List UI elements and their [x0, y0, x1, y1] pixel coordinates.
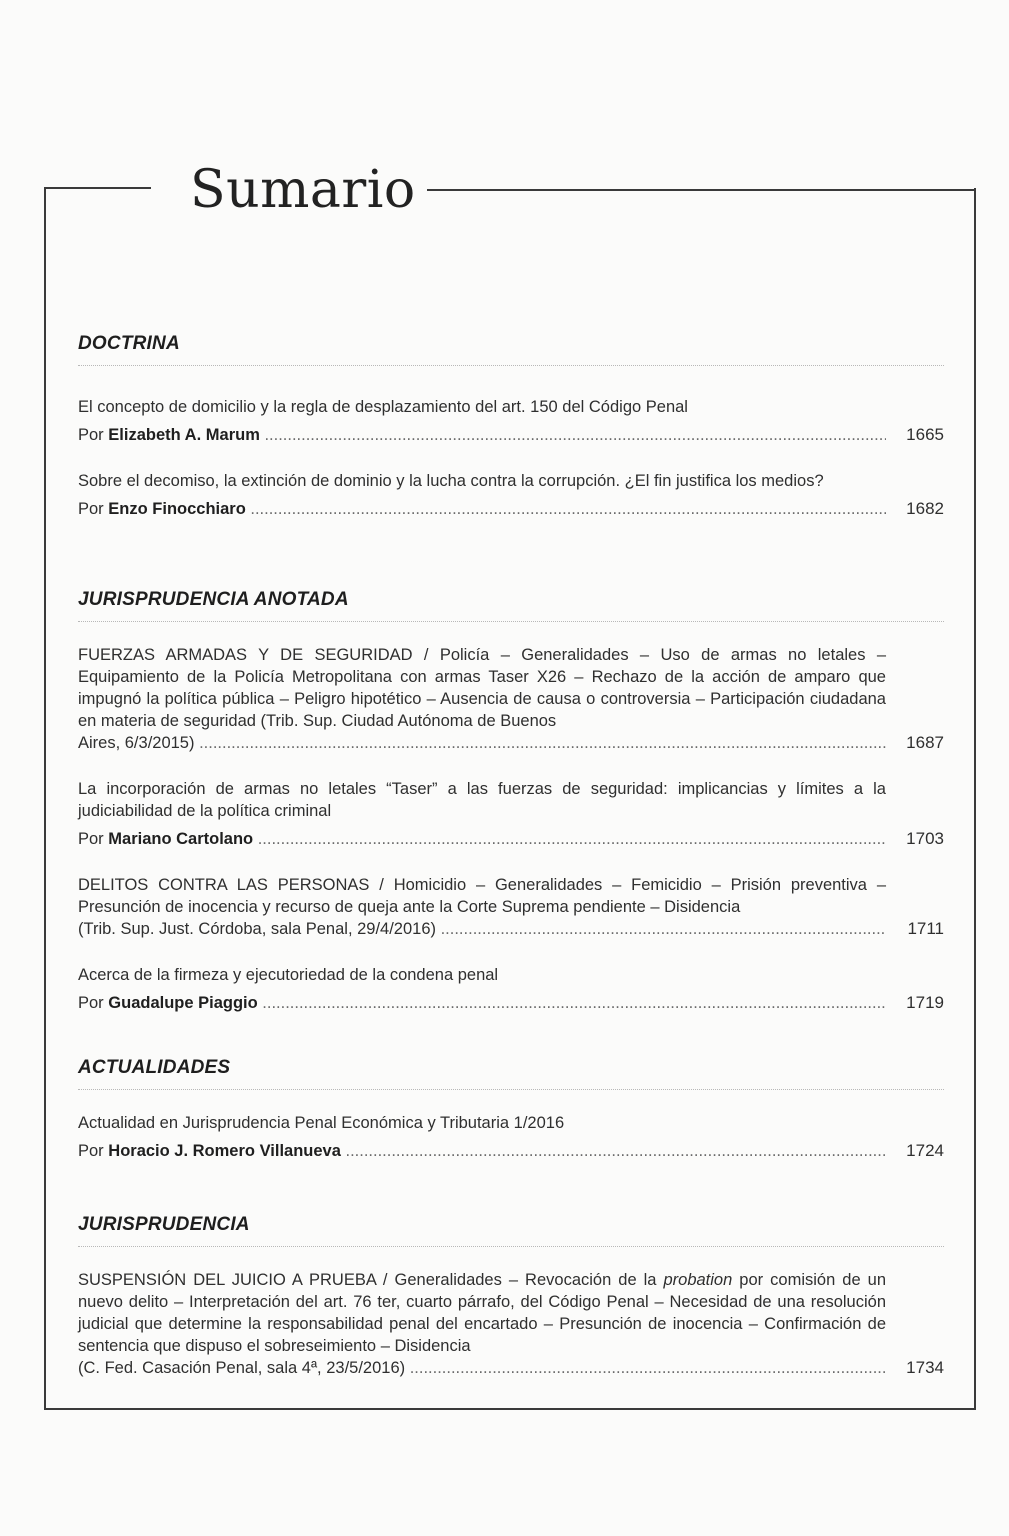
- entry-text-em: probation: [663, 1271, 733, 1289]
- section-heading: JURISPRUDENCIA: [78, 1213, 944, 1247]
- section-doctrina: [78, 332, 944, 544]
- entry-text: [78, 1269, 886, 1357]
- toc-entry[interactable]: [78, 964, 944, 1014]
- entry-author-line: [78, 992, 944, 1014]
- entry-author-line: [78, 424, 944, 446]
- by-label: Por: [78, 830, 104, 848]
- entry-title: Actualidad en Jurisprudencia Penal Económica y Tributaria 1/2016: [78, 1114, 565, 1132]
- toc-entry[interactable]: [78, 874, 944, 940]
- page-number: 1719: [906, 993, 944, 1012]
- author-name: Guadalupe Piaggio: [108, 994, 258, 1012]
- entry-author-line: [78, 1140, 944, 1162]
- entry-title: La incorporación de armas no letales “Taser” a las fuerzas de seguridad: implicancias y límites a la judiciabilidad de la política criminal: [78, 780, 886, 820]
- section-heading: JURISPRUDENCIA ANOTADA: [78, 588, 944, 622]
- by-label: Por: [78, 500, 104, 518]
- toc-entry[interactable]: [78, 644, 944, 754]
- entry-text-last: (Trib. Sup. Just. Córdoba, sala Penal, 29/4/2016) .....: [78, 918, 886, 940]
- page-number: 1665: [906, 425, 944, 444]
- by-label: Por: [78, 994, 104, 1012]
- entry-author-line: [78, 498, 944, 520]
- page-number: 1703: [906, 829, 944, 848]
- entry-text-last: Aires, 6/3/2015) .....: [78, 732, 886, 754]
- toc-entry[interactable]: [78, 1112, 944, 1162]
- entry-last-line: [78, 918, 944, 940]
- toc-entry[interactable]: [78, 1269, 944, 1379]
- author-name: Mariano Cartolano: [108, 830, 254, 848]
- entry-text-post: por comisión de un nuevo delito – Interpretación del art. 76 ter, cuarto párrafo, del Código Penal – Necesidad de una resolución judicial que determine la responsabilidad penal del encartado – Presunción de inocencia – Confirmación de sentencia que dispuso el sobreseimiento – Disidencia: [78, 1271, 886, 1355]
- section-jurisprudencia-anotada: [78, 588, 944, 1038]
- entry-text: FUERZAS ARMADAS Y DE SEGURIDAD / Policía – Generalidades – Uso de armas no letales – Equipamiento de la Policía Metropolitana con armas Taser X26 – Rechazo de la acción de amparo que impugnó la política pública – Peligro hipotético – Ausencia de causa o controversia – Participación ciudadana en materia de seguridad (Trib. Sup. Ciudad Autónoma de Buenos: [78, 646, 886, 730]
- toc-entry[interactable]: [78, 470, 944, 520]
- entry-author-line: [78, 828, 944, 850]
- page-number: 1724: [906, 1141, 944, 1160]
- page-number: 1682: [906, 499, 944, 518]
- by-label: Por: [78, 426, 104, 444]
- author-name: Horacio J. Romero Villanueva: [108, 1142, 341, 1160]
- toc-entry[interactable]: [78, 778, 944, 850]
- entry-text: DELITOS CONTRA LAS PERSONAS / Homicidio – Generalidades – Femicidio – Prisión preventiva – Presunción de inocencia y recurso de queja ante la Corte Suprema pendiente – Disidencia: [78, 876, 886, 916]
- section-heading: DOCTRINA: [78, 332, 944, 366]
- section-actualidades: [78, 1056, 944, 1186]
- page-title: Sumario: [190, 160, 416, 220]
- author-name: Enzo Finocchiaro: [108, 500, 246, 518]
- section-heading: ACTUALIDADES: [78, 1056, 944, 1090]
- entry-last-line: [78, 732, 944, 754]
- entry-title: El concepto de domicilio y la regla de desplazamiento del art. 150 del Código Penal: [78, 398, 688, 416]
- entry-title: Sobre el decomiso, la extinción de dominio y la lucha contra la corrupción. ¿El fin justifica los medios?: [78, 472, 824, 490]
- entry-title: Acerca de la firmeza y ejecutoriedad de la condena penal: [78, 966, 499, 984]
- section-jurisprudencia: [78, 1213, 944, 1403]
- by-label: Por: [78, 1142, 104, 1160]
- entry-text-last: (C. Fed. Casación Penal, sala 4ª, 23/5/2016) .....: [78, 1357, 886, 1379]
- page-number: 1711: [907, 919, 944, 938]
- toc-entry[interactable]: [78, 396, 944, 446]
- page-number: 1734: [906, 1358, 944, 1377]
- author-name: Elizabeth A. Marum: [108, 426, 260, 444]
- page-number: 1687: [906, 733, 944, 752]
- entry-text-pre: SUSPENSIÓN DEL JUICIO A PRUEBA / Generalidades – Revocación de la: [78, 1271, 664, 1289]
- entry-last-line: [78, 1357, 944, 1379]
